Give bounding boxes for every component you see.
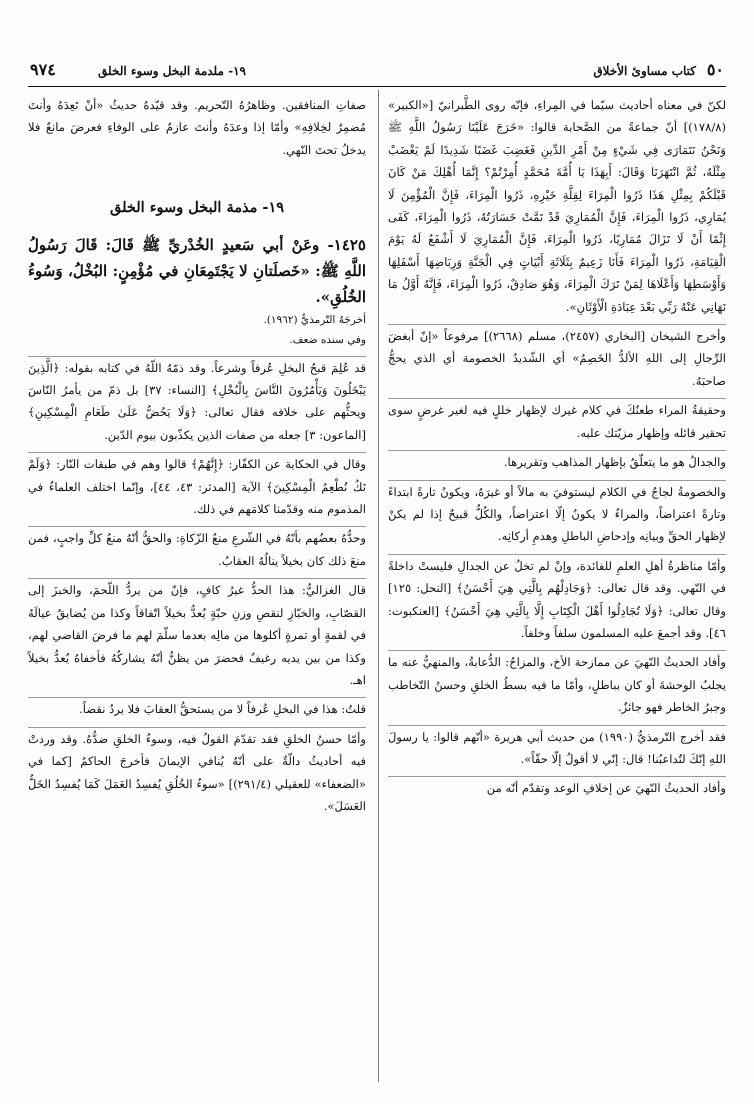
header-rule bbox=[28, 86, 726, 87]
paragraph: وأخرج الشيخان [البخاري (٢٤٥٧)، مسلم (٢٦٦٨)] مرفوعاً «إنّ أبغضَ الرِّجالِ إلى اللهِ الألدُّ الخَصِمُ» أي الشّديدُ الخصومة أي الذي يحجُّ صاحبَهُ. bbox=[388, 325, 726, 399]
section-title: ١٩- مذمة البخل وسوء الخلق bbox=[109, 199, 285, 217]
paragraph: وقال في الحكاية عن الكفّار: ﴿إِنَّهُمْ﴾ قالوا وهم في طبقات النّار: ﴿وَلَمْ نَكُ نُطْعِمُ الْمِسْكِينَ﴾ الآية [المدثر: ٤٣، ٤٤]، وإنّما اختلف العلماءُ في المذموم منه وقدّمنا كلامَهم في ذلك. bbox=[28, 453, 366, 527]
hadith-text: ١٤٢٥- وعَنْ أبي سَعيدٍ الخُدْريِّ ﷺ قَالَ: قَالَ رَسُولُ اللَّهِ ﷺ: «خَصلَتانِ لا يَجْتَمِعَانِ في مُؤْمِنٍ: البُخْلُ، وَسُوءُ الخُلُقِ». bbox=[28, 235, 366, 306]
right-running-title: كتاب مساوئ الأخلاق bbox=[593, 64, 696, 78]
left-page-number: ٩٧٤ bbox=[30, 60, 56, 79]
paragraph: وأمّا حسنُ الخلقِ فقد تقدّمَ القولُ فيه، وسوءُ الخلقِ ضدُّهُ. وقد وردتْ فيه أحاديثُ دالّةٌ على أنّهُ يُنافي الإيمانَ فأخرجَ الحاكمُ [كما في «الضعفاء» للعقيلي (٢٩١/٤)] «سوءُ الخُلُقِ يُفسِدُ العَمَلَ كَمَا يُفسِدُ الخَلُّ العَسَلَ». bbox=[28, 731, 366, 813]
paragraph: فقد أخرج التّرمذيُّ (١٩٩٠) من حديث أبي هريرة «أنّهم قالوا: يا رسولَ اللهِ إنّكَ لتُداعبُنا! قال: إنّي لا أقولُ إلّا حقّاً». bbox=[388, 726, 726, 778]
takhrij-note: أخرجَهُ التّرمذيُّ (١٩٦٢). bbox=[263, 313, 366, 326]
right-page-number: ٥٠ bbox=[706, 60, 724, 79]
left-column bbox=[28, 94, 366, 823]
paragraph: والجدالُ هو ما يتعلّقُ بإظهار المذاهب وتقريرها. bbox=[388, 451, 726, 480]
paragraph: قلتُ: هذا في البخلِ عُرفاً لا من يستحقُّ العقابَ فلا يردُ نقضاً. bbox=[28, 698, 366, 727]
paragraph: وأفاد الحديثُ النّهيَ عن ممازحة الأخ، والمزاحُ: الدُّعابةُ، والمنهيُّ عنه ما يجلبُ الوحشةَ أو كان بباطلٍ، وأمّا ما فيه بسطُ الخلقِ وحسنُ التّخاطب وجبرُ الخاطر فهو جائزٌ. bbox=[388, 651, 726, 725]
left-running-title: ١٩- ملدمة البخل وسوء الخلق bbox=[98, 64, 246, 78]
isnad-note: وفي سنده ضعف. bbox=[28, 330, 366, 357]
paragraph: وأمّا مناظرةُ أهلِ العلمِ للفائدة، وإنْ لم تخلُ عن الجدالِ فليستْ داخلةً في النّهي. وقد قال تعالى: ﴿وَجَادِلْهُم بِالَّتِي هِيَ أَحْسَنُ﴾ [النحل: ١٢٥] وقال تعالى: ﴿وَلَا تُجَادِلُوا أَهْلَ الْكِتَابِ إِلَّا بِالَّتِي هِيَ أَحْسَنُ﴾ [العنكبوت: ٤٦]. وقد أجمعَ عليه المسلمون سلفاً وخلفاً. bbox=[388, 555, 726, 652]
paragraph: قال الغزاليُّ: هذا الحدُّ غيرُ كافٍ، فإنّ من يردُّ اللّحمَ، والخبزَ إلى القصّابِ، والخبّازِ لنقصِ وزنِ حبّةٍ يُعدُّ بخيلاً اتّفاقاً وكذا من يُضايقُ عيالَهُ في لقمةٍ أو تمرةٍ أكلوها من مالِه بعدما سلّمَ لهم ما فرضَ القاضي لهم، وكذا من بين يديه رغيفٌ فحضرَ من يظنُّ أنّهُ يشاركُهُ فأخفاهُ يُعدُّ بخيلاً اهـ. bbox=[28, 579, 366, 698]
right-column bbox=[388, 94, 726, 806]
paragraph: لكنّ في معناه أحاديث سيّما في المِراءِ، فإنّه روى الطَّبرانيّ [«الكبير» (١٧٨/٨)] أنّ جماعةً من الصَّحابة قالوا: «خَرَجَ عَلَيْنَا رَسُولُ اللَّهِ ﷺ وَنَحْنُ نَتَمَارَى فِي شَيْءٍ مِنْ أَمْرِ الدِّينِ فَغَضِبَ غَضَبًا شَدِيدًا لَمْ يَغْضَبْ مِثْلَهُ، ثُمَّ انْتَهَرَنَا وَقَالَ: أَبِهَذَا يَا أُمَّةَ مُحَمَّدٍ أُمِرْتُمْ؟ إِنَّمَا أُهْلِكَ مَنْ كَانَ قَبْلَكُمْ بِمِثْلِ هَذَا ذَرُوا الْمِرَاءَ لِقِلَّةِ خَيْرِهِ، ذَرُوا الْمِرَاءَ، فَإِنَّ الْمُؤْمِنَ لَا يُمَارِي، ذَرُوا الْمِرَاءَ، فَإِنَّ الْمُمَارِيَ قَدْ تَمَّتْ خَسَارَتُهُ، ذَرُوا الْمِرَاءَ، كَفَى إِثْمًا أَنْ لَا تَزَالَ مُمَارِيًا، ذَرُوا الْمِرَاءَ، فَإِنَّ الْمُمَارِيَ لَا أَشْفَعُ لَهُ يَوْمَ الْقِيَامَةِ، ذَرُوا الْمِرَاءَ فَأَنَا زَعِيمٌ بِثَلَاثَةِ أَبْيَاتٍ فِي الْجَنَّةِ وَرِبَاضِهَا أَسْفَلِهَا وَأَوْسَطِهَا وَأَعْلَاهَا لِمَنْ تَرَكَ الْمِرَاءَ، وَهُوَ صَادِقٌ، ذَرُوا الْمِرَاءَ، فَإِنَّهُ أَوَّلُ مَا نَهَانِي عَنْهُ رَبِّي بَعْدَ عِبَادَةِ الْأَوْثَانِ». bbox=[388, 94, 726, 325]
paragraph: قد عُلِمَ قبحُ البخلِ عُرفاً وشرعاً. وقد ذمّهُ اللّهُ في كتابه بقوله: ﴿الَّذِينَ يَبْخَلُونَ وَيَأْمُرُونَ النَّاسَ بِالْبُخْلِ﴾ [النساء: ٣٧] بل ذمّ من يأمرُ النّاسَ ويحثُّهم على خلافه فقال تعالى: ﴿وَلَا يَحُضُّ عَلَىٰ طَعَامِ الْمِسْكِينِ﴾ [الماعون: ٣] جعله من صفات الذين يكذّبون بيوم الدّين. bbox=[28, 357, 366, 454]
intro-paragraph: صفاتِ المنافقين. وظاهرُهُ التّحريم. وقد قيّدهُ حديثُ «أنْ تَعِدَهُ وأنتَ مُضمِرٌ لخِلافِهِ» وأمّا إذا وعدَهُ وأنتَ عازمٌ على الوفاءِ فعرضَ مانعٌ فلا يدخلُ تحتَ النّهي. bbox=[28, 98, 366, 157]
paragraph: وحدُّهُ بعضُهم بأنّهُ في الشّرعِ منعُ الزّكاةِ: والحقُّ أنّهُ منعُ كلِّ واجبٍ، فمن منعَ ذلك كان بخيلاً ينالُهُ العقابُ. bbox=[28, 527, 366, 579]
column-separator bbox=[378, 90, 379, 1082]
paragraph: والخصومةُ لجاجٌ في الكلام ليستوفيَ به مالاً أو غيرَهُ، ويكونُ تارةً ابتداءً وتارةً اعتراضاً، والمراءُ لا يكونُ إلّا اعتراضاً، والكُلُّ قبيحٌ إذا لم يكنْ لإظهار الحقِّ وبيانِه وإدحاضِ الباطلِ وهدمِ أركانِه. bbox=[388, 481, 726, 555]
paragraph: وحقيقةُ المراء طعنُكَ في كلام غيرك لإظهار خللٍ فيه لغير غرضٍ سوى تحقير قائله وإظهار مزيّتك عليه. bbox=[388, 399, 726, 451]
paragraph: وأفاد الحديثُ النّهيَ عن إخلافِ الوعد وتقدّم أنّه من bbox=[486, 781, 726, 796]
page-header bbox=[28, 58, 726, 84]
